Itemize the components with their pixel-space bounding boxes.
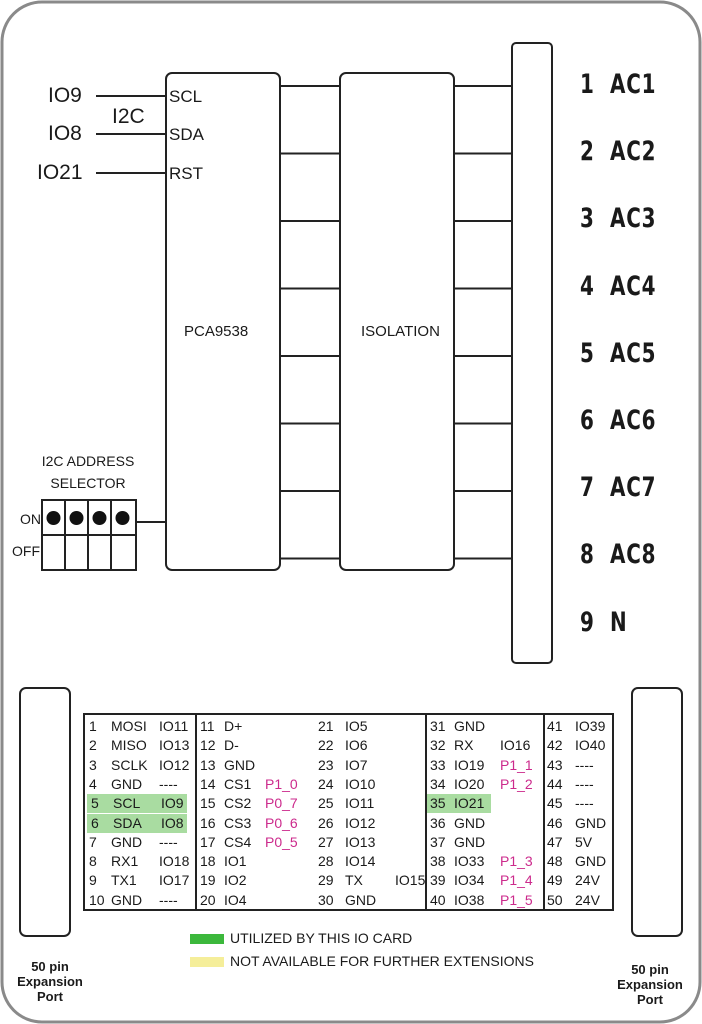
pin-row (85, 852, 195, 871)
pin-number: 15 (200, 795, 216, 812)
pin-name: MISO (111, 737, 147, 754)
pin-name: GND (111, 891, 143, 908)
legend-swatch-utilized (190, 934, 224, 944)
pin-row (427, 833, 545, 852)
legend-unavailable-text: NOT AVAILABLE FOR FURTHER EXTENSIONS (230, 953, 534, 969)
terminal-name: AC8 (610, 539, 657, 571)
pin-number: 8 (89, 853, 97, 870)
pin-gpio: ---- (159, 891, 178, 908)
pin-name: IO10 (345, 775, 376, 792)
pin-gpio: ---- (159, 775, 178, 792)
pin-number: 20 (200, 891, 216, 908)
pin-row (427, 775, 545, 794)
pin-number: 16 (200, 814, 216, 831)
pin-name: RX1 (111, 853, 139, 870)
pin-number: 39 (430, 872, 446, 889)
pin-number: 48 (547, 853, 563, 870)
pin-number: 5 (91, 795, 99, 812)
chip-label: PCA9538 (184, 323, 249, 340)
pin-name: IO19 (454, 756, 485, 773)
pin-row (545, 852, 618, 871)
pin-row (315, 775, 425, 794)
signal-io8: IO8 (48, 122, 82, 145)
terminal-name: AC5 (610, 337, 657, 369)
pin-number: 23 (318, 756, 334, 773)
pin-row (197, 794, 317, 813)
port-left-line1: 50 pin (31, 959, 69, 974)
pin-number: 4 (89, 775, 97, 792)
pin-name: GND (111, 833, 143, 850)
pin-name: CS2 (224, 795, 252, 812)
pin-row (427, 717, 545, 736)
pin-number: 28 (318, 853, 334, 870)
pin-extension: P1_2 (500, 775, 533, 792)
i2c-bus-label: I2C (112, 105, 145, 128)
pin-number: 9 (89, 872, 97, 889)
pin-rst: RST (169, 164, 203, 183)
pin-sda: SDA (169, 125, 204, 144)
pin-row (315, 891, 425, 910)
pin-extension: P1_5 (500, 891, 533, 908)
expansion-port-right (632, 688, 682, 936)
pin-number: 42 (547, 737, 563, 754)
terminal-number: 1 (580, 69, 595, 100)
pin-row (315, 736, 425, 755)
pin-row (315, 756, 425, 775)
pin-number: 10 (89, 891, 105, 908)
pin-gpio: IO16 (500, 737, 531, 754)
pin-gpio: IO12 (159, 756, 190, 773)
pin-row (197, 852, 317, 871)
pin-extension: P1_0 (265, 775, 298, 792)
pin-row (197, 756, 317, 775)
pin-extension: P1_4 (500, 872, 533, 889)
pin-extension: P0_6 (265, 814, 298, 831)
pin-scl: SCL (169, 87, 203, 106)
pin-gpio: IO13 (159, 737, 190, 754)
pin-number: 38 (430, 853, 446, 870)
pin-extension: P0_7 (265, 795, 298, 812)
selector-off-label: OFF (12, 543, 40, 559)
pin-row (545, 871, 618, 890)
port-label-right (612, 962, 688, 1007)
pin-name: CS3 (224, 814, 252, 831)
pin-name: GND (454, 718, 486, 734)
pin-row (197, 891, 317, 910)
pin-number: 12 (200, 737, 216, 754)
port-right-line1: 50 pin (631, 962, 669, 977)
pin-number: 22 (318, 737, 334, 754)
pin-name: IO1 (224, 853, 247, 870)
port-label-left (14, 959, 86, 1004)
terminal-number: 7 (580, 472, 595, 504)
pin-name: IO34 (454, 872, 485, 889)
pin-number: 17 (200, 833, 216, 850)
pin-name: 24V (575, 872, 600, 889)
pin-name: IO33 (454, 853, 485, 870)
pin-column (543, 715, 618, 909)
pin-number: 46 (547, 814, 563, 831)
pin-number: 31 (430, 718, 446, 734)
pin-number: 35 (430, 795, 446, 812)
dip-dot (47, 511, 61, 525)
pin-name: GND (111, 775, 143, 792)
pin-name: SDA (113, 814, 142, 831)
pin-number: 40 (430, 891, 446, 908)
pin-row (315, 794, 425, 813)
pin-name: D+ (224, 718, 243, 734)
pin-row (87, 814, 187, 833)
pin-column (315, 715, 425, 909)
pin-row (197, 833, 317, 852)
pin-row (545, 891, 618, 910)
pin-number: 36 (430, 814, 446, 831)
terminal-name: AC3 (610, 203, 657, 235)
pin-number: 2 (89, 737, 97, 754)
pin-name: ---- (575, 756, 594, 773)
pin-name: RX (454, 737, 474, 754)
pin-row (87, 794, 187, 813)
pin-number: 50 (547, 891, 563, 908)
terminal-number: 6 (580, 405, 595, 436)
pin-name: IO20 (454, 775, 485, 792)
terminal-number: 4 (580, 270, 595, 302)
pin-number: 37 (430, 833, 446, 850)
pin-number: 7 (89, 833, 97, 850)
pin-name: MOSI (111, 718, 147, 734)
pin-row (545, 814, 618, 833)
pin-number: 43 (547, 756, 563, 773)
pin-row (85, 833, 195, 852)
address-selector-title (32, 450, 144, 494)
pin-name: SCL (113, 795, 141, 812)
pin-row (427, 871, 545, 890)
terminal-name: AC4 (610, 270, 657, 302)
pin-name: TX (345, 872, 363, 889)
pin-number: 21 (318, 718, 334, 734)
pin-row (427, 852, 545, 871)
pin-name: GND (224, 756, 256, 773)
pin-name: IO14 (345, 853, 376, 870)
pin-name: SCLK (111, 756, 148, 773)
pin-number: 14 (200, 775, 216, 792)
pin-number: 18 (200, 853, 216, 870)
pin-name: ---- (575, 775, 594, 792)
pin-extension: P1_3 (500, 853, 533, 870)
pin-gpio: IO8 (161, 814, 184, 831)
pin-name: D- (224, 737, 239, 754)
pin-number: 33 (430, 756, 446, 773)
pin-column (85, 715, 195, 909)
pin-row (427, 756, 545, 775)
port-left-line2: Expansion (17, 974, 83, 989)
port-left-line3: Port (37, 989, 63, 1004)
pin-number: 49 (547, 872, 563, 889)
pin-row (85, 717, 195, 736)
pin-number: 29 (318, 872, 334, 889)
signal-io9: IO9 (48, 84, 82, 107)
pin-row (427, 814, 545, 833)
pin-number: 26 (318, 814, 334, 831)
pin-name: IO13 (345, 833, 376, 850)
dip-dot (116, 511, 130, 525)
terminal-name: N (610, 606, 628, 638)
terminal-strip (512, 43, 552, 663)
pin-number: 3 (89, 756, 97, 773)
pin-number: 11 (200, 718, 215, 734)
pin-number: 30 (318, 891, 334, 908)
pin-row (85, 891, 195, 910)
legend-utilized-text: UTILIZED BY THIS IO CARD (230, 930, 413, 946)
pin-row (545, 736, 618, 755)
selector-title-line1: I2C ADDRESS (41, 453, 135, 469)
pca9538-chip (166, 73, 280, 570)
pin-column (425, 715, 545, 909)
pin-name: IO12 (345, 814, 376, 831)
pin-name: CS1 (224, 775, 252, 792)
pin-name: IO39 (575, 718, 606, 734)
pin-name: 24V (575, 891, 600, 908)
pin-column (195, 715, 317, 909)
pin-gpio: IO9 (161, 795, 184, 812)
pin-row (197, 736, 317, 755)
terminal-name: AC1 (610, 69, 657, 100)
pin-name: IO38 (454, 891, 485, 908)
pin-number: 47 (547, 833, 563, 850)
pin-number: 44 (547, 775, 563, 792)
pin-extension: P1_1 (500, 756, 533, 773)
pin-row (197, 871, 317, 890)
pin-number: 6 (91, 814, 99, 831)
pin-row (197, 814, 317, 833)
pin-number: 13 (200, 756, 216, 773)
pin-number: 34 (430, 775, 446, 792)
terminal-number: 2 (580, 136, 595, 168)
pin-row (85, 756, 195, 775)
pin-gpio: IO11 (159, 718, 189, 734)
terminal-number: 8 (580, 539, 595, 571)
pin-name: ---- (575, 795, 594, 812)
pin-row (545, 794, 618, 813)
pin-number: 41 (547, 718, 563, 734)
pin-row (315, 833, 425, 852)
pin-row (545, 717, 618, 736)
selector-title-line2: SELECTOR (50, 475, 126, 491)
legend-swatch-unavailable (190, 957, 224, 967)
pin-gpio: IO17 (159, 872, 190, 889)
pin-row (427, 736, 545, 755)
port-right-line2: Expansion (617, 977, 683, 992)
pin-row (197, 717, 317, 736)
dip-dot (70, 511, 84, 525)
pin-name: TX1 (111, 872, 137, 889)
pin-name: IO21 (454, 795, 485, 812)
pin-name: IO7 (345, 756, 368, 773)
pin-row (85, 871, 195, 890)
pin-extension: P0_5 (265, 833, 298, 850)
pin-row (197, 775, 317, 794)
pin-number: 24 (318, 775, 334, 792)
pin-gpio: IO15 (395, 872, 426, 889)
pin-number: 45 (547, 795, 563, 812)
pin-number: 1 (89, 718, 97, 734)
pin-gpio: IO18 (159, 853, 190, 870)
pin-row (315, 717, 425, 736)
pin-name: 5V (575, 833, 593, 850)
isolation-label: ISOLATION (361, 323, 440, 340)
signal-io21: IO21 (37, 161, 83, 184)
pin-row (427, 794, 491, 813)
pin-name: IO4 (224, 891, 247, 908)
pin-name: IO2 (224, 872, 247, 889)
dip-dot (93, 511, 107, 525)
terminal-name: AC6 (610, 405, 657, 436)
pin-number: 25 (318, 795, 334, 812)
pin-name: IO6 (345, 737, 368, 754)
pin-name: GND (575, 853, 607, 870)
pin-number: 32 (430, 737, 446, 754)
terminal-number: 9 (580, 606, 595, 638)
pin-name: IO11 (345, 795, 375, 812)
terminal-name: AC2 (610, 136, 657, 168)
pin-row (545, 833, 618, 852)
pin-name: GND (345, 891, 377, 908)
pin-name: GND (454, 833, 486, 850)
pin-number: 27 (318, 833, 334, 850)
pin-row (85, 736, 195, 755)
expansion-port-left (20, 688, 70, 936)
terminal-name: AC7 (610, 472, 657, 504)
pin-table (83, 713, 614, 911)
pin-row (315, 814, 425, 833)
terminal-number: 5 (580, 337, 595, 369)
pin-gpio: ---- (159, 833, 178, 850)
pin-name: IO5 (345, 718, 368, 734)
pin-row (85, 775, 195, 794)
isolation-block (340, 73, 454, 570)
pin-number: 19 (200, 872, 216, 889)
pin-name: CS4 (224, 833, 252, 850)
pin-name: IO40 (575, 737, 606, 754)
pin-row (315, 871, 425, 890)
pin-row (315, 852, 425, 871)
pin-row (427, 891, 545, 910)
pin-row (545, 775, 618, 794)
terminal-number: 3 (580, 203, 595, 235)
pin-name: GND (575, 814, 607, 831)
pin-name: GND (454, 814, 486, 831)
pin-row (545, 756, 618, 775)
selector-on-label: ON (20, 511, 41, 527)
port-right-line3: Port (637, 992, 663, 1007)
